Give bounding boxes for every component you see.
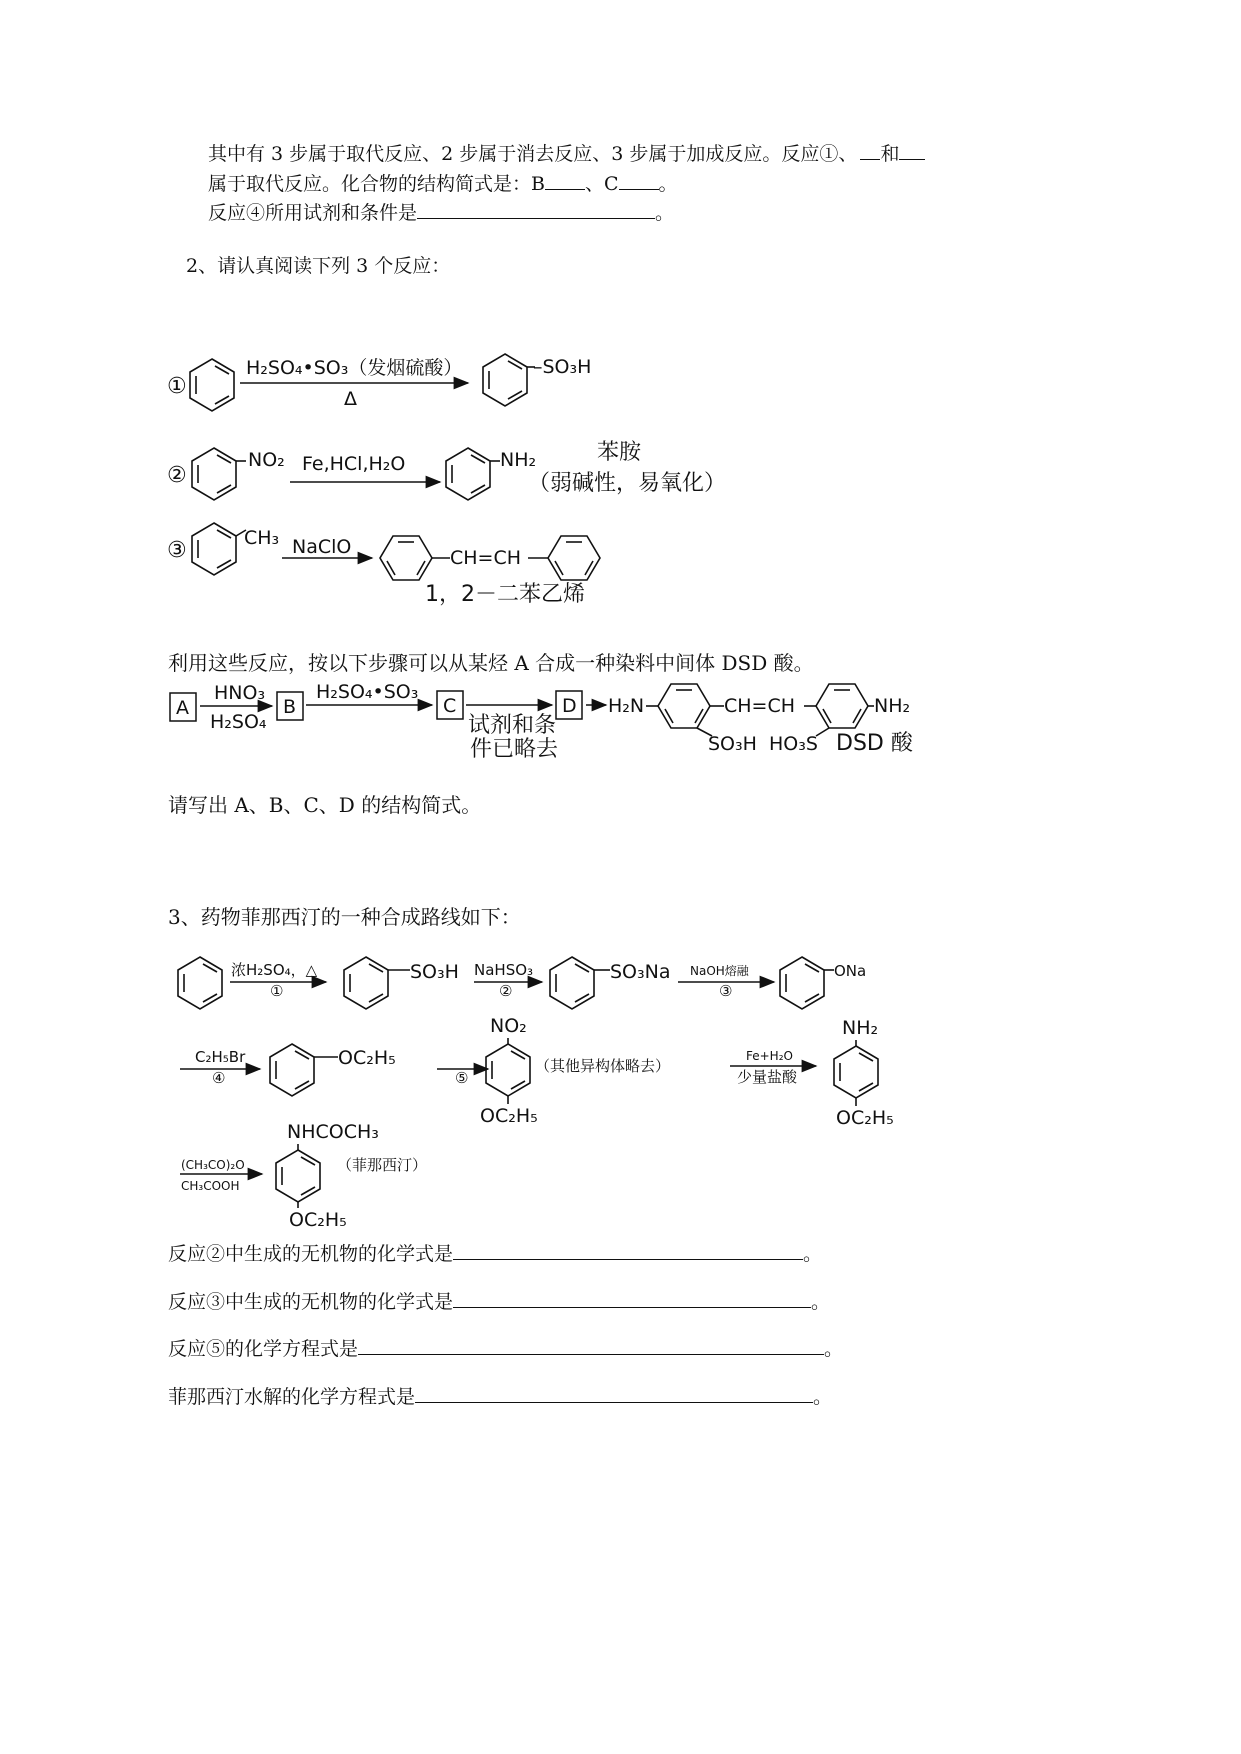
bond xyxy=(816,728,829,736)
q1-line3-end: 。 xyxy=(655,202,675,224)
route-r3-line2: 件已略去 xyxy=(470,737,559,762)
box-c-label: C xyxy=(443,695,457,717)
r3-product-name: 1，2－二苯乙烯 xyxy=(425,582,585,607)
r1-product-group: –SO₃H xyxy=(533,356,592,378)
q1-line1-text: 其中有 3 步属于取代反应、2 步属于消去反应、3 步属于加成反应。反应①、 xyxy=(208,143,858,165)
box-a-label: A xyxy=(176,697,189,719)
r2-product-name: 苯胺 xyxy=(597,440,642,465)
q3-product-5-top: NO₂ xyxy=(490,1015,527,1037)
q3-step5-bottom: ⑤ xyxy=(455,1069,469,1087)
r2-reagent: Fe,HCl,H₂O xyxy=(302,453,406,475)
benzene-ring xyxy=(192,448,236,500)
q3-blank-4[interactable] xyxy=(415,1384,813,1403)
q3-product-7-bottom: OC₂H₅ xyxy=(289,1209,347,1231)
r3-number: ③ xyxy=(167,538,187,563)
dsd-left-group: H₂N xyxy=(608,695,645,717)
route-r1-top: HNO₃ xyxy=(214,682,266,704)
benzene-ring xyxy=(658,684,710,728)
benzene-ring xyxy=(192,523,236,575)
q3-step3-bottom: ③ xyxy=(719,982,733,1000)
q3-blank-3[interactable] xyxy=(358,1336,824,1355)
r3-bridge: CH=CH xyxy=(450,547,522,569)
q1-line1-and: 和 xyxy=(880,143,900,165)
r2-substituent: NO₂ xyxy=(248,449,285,471)
q3-step4-top: C₂H₅Br xyxy=(195,1048,246,1066)
q3-ask-4-text: 菲那西汀水解的化学方程式是 xyxy=(168,1386,416,1408)
q3-product-5-bottom: OC₂H₅ xyxy=(480,1105,538,1127)
benzene-ring xyxy=(270,1044,314,1096)
q3-product-7-name: （菲那西汀） xyxy=(337,1156,428,1174)
dsd-name: DSD 酸 xyxy=(836,731,913,756)
q1-line2-text: 属于取代反应。化合物的结构简式是：B xyxy=(208,173,545,195)
r3-reagent: NaClO xyxy=(292,536,352,558)
benzene-ring xyxy=(276,1150,320,1202)
benzene-ring xyxy=(483,354,527,406)
benzene-ring xyxy=(834,1046,878,1098)
q3-step1-bottom: ① xyxy=(270,982,284,1000)
q3-step3-top: NaOH熔融 xyxy=(690,964,749,978)
r2-product-note: （弱碱性，易氧化） xyxy=(528,471,727,496)
q1-line2-c: 、C xyxy=(584,173,619,195)
q3-step4-bottom: ④ xyxy=(212,1069,226,1087)
q3-step7-bottom: CH₃COOH xyxy=(181,1179,240,1193)
r2-product-group: NH₂ xyxy=(500,449,537,471)
q3-product-7-top: NHCOCH₃ xyxy=(287,1121,379,1143)
q3-ask-1 xyxy=(168,1241,822,1266)
q3-ask-4-end: 。 xyxy=(813,1386,833,1408)
benzene-ring xyxy=(780,957,824,1009)
q3-title: 3、药物菲那西汀的一种合成路线如下： xyxy=(168,905,521,929)
q3-product-5-note: （其他异构体略去） xyxy=(535,1057,671,1075)
dsd-bridge: CH=CH xyxy=(724,695,796,717)
benzene-ring xyxy=(190,359,234,411)
route-r2-top: H₂SO₄•SO₃ xyxy=(316,681,419,703)
r1-reagent: H₂SO₄•SO₃（发烟硫酸） xyxy=(246,357,463,379)
route-r1-bottom: H₂SO₄ xyxy=(210,711,267,733)
q3-ask-1-end: 。 xyxy=(803,1243,823,1265)
q3-ask-2-end: 。 xyxy=(811,1291,831,1313)
benzene-ring xyxy=(178,957,222,1009)
q3-ask-4 xyxy=(168,1384,832,1409)
dsd-so3h-a: SO₃H xyxy=(708,733,757,755)
q3-product-3: ONa xyxy=(834,962,867,980)
q2-title: 2、请认真阅读下列 3 个反应： xyxy=(186,255,451,277)
dsd-right-group: NH₂ xyxy=(874,695,911,717)
q3-ask-2 xyxy=(168,1289,830,1314)
q3-product-4: OC₂H₅ xyxy=(338,1047,396,1069)
benzene-ring xyxy=(446,448,490,500)
benzene-ring xyxy=(380,536,432,580)
q3-step7-top: (CH₃CO)₂O xyxy=(181,1158,245,1172)
route-r3-line1: 试剂和条 xyxy=(468,713,557,738)
q1-line3-text: 反应④所用试剂和条件是 xyxy=(208,202,418,224)
q3-step6-top: Fe+H₂O xyxy=(746,1049,793,1063)
q1-line2-end: 。 xyxy=(658,173,678,195)
q3-product-6-bottom: OC₂H₅ xyxy=(836,1107,894,1129)
r3-substituent: CH₃ xyxy=(244,527,280,549)
q3-product-6-top: NH₂ xyxy=(842,1017,879,1039)
r2-number: ② xyxy=(167,463,187,488)
q3-product-2: SO₃Na xyxy=(610,961,671,983)
q3-ask-3 xyxy=(168,1336,843,1361)
benzene-ring xyxy=(344,957,388,1009)
q3-ask-1-text: 反应②中生成的无机物的化学式是 xyxy=(168,1243,454,1265)
q3-product-1: SO₃H xyxy=(410,961,459,983)
q2-ask: 请写出 A、B、C、D 的结构简式。 xyxy=(168,793,482,817)
benzene-ring xyxy=(548,536,600,580)
r1-condition: Δ xyxy=(344,388,357,410)
q3-step2-top: NaHSO₃ xyxy=(474,961,534,979)
q3-blank-1[interactable] xyxy=(453,1241,803,1260)
benzene-ring xyxy=(486,1044,530,1096)
benzene-ring xyxy=(816,684,868,728)
q3-ask-3-text: 反应⑤的化学方程式是 xyxy=(168,1338,359,1360)
q3-ask-3-end: 。 xyxy=(824,1338,844,1360)
benzene-ring xyxy=(550,957,594,1009)
box-d-label: D xyxy=(562,695,577,717)
q3-step2-bottom: ② xyxy=(499,982,513,1000)
q3-blank-2[interactable] xyxy=(453,1289,811,1308)
q3-step1-top: 浓H₂SO₄，△ xyxy=(231,961,318,979)
box-b-label: B xyxy=(283,696,297,718)
q2-intro: 利用这些反应，按以下步骤可以从某烃 A 合成一种染料中间体 DSD 酸。 xyxy=(168,651,814,675)
q3-step6-bottom: 少量盐酸 xyxy=(737,1068,798,1086)
r1-number: ① xyxy=(167,374,187,399)
q3-ask-2-text: 反应③中生成的无机物的化学式是 xyxy=(168,1291,454,1313)
dsd-so3h-b: HO₃S xyxy=(769,733,818,755)
